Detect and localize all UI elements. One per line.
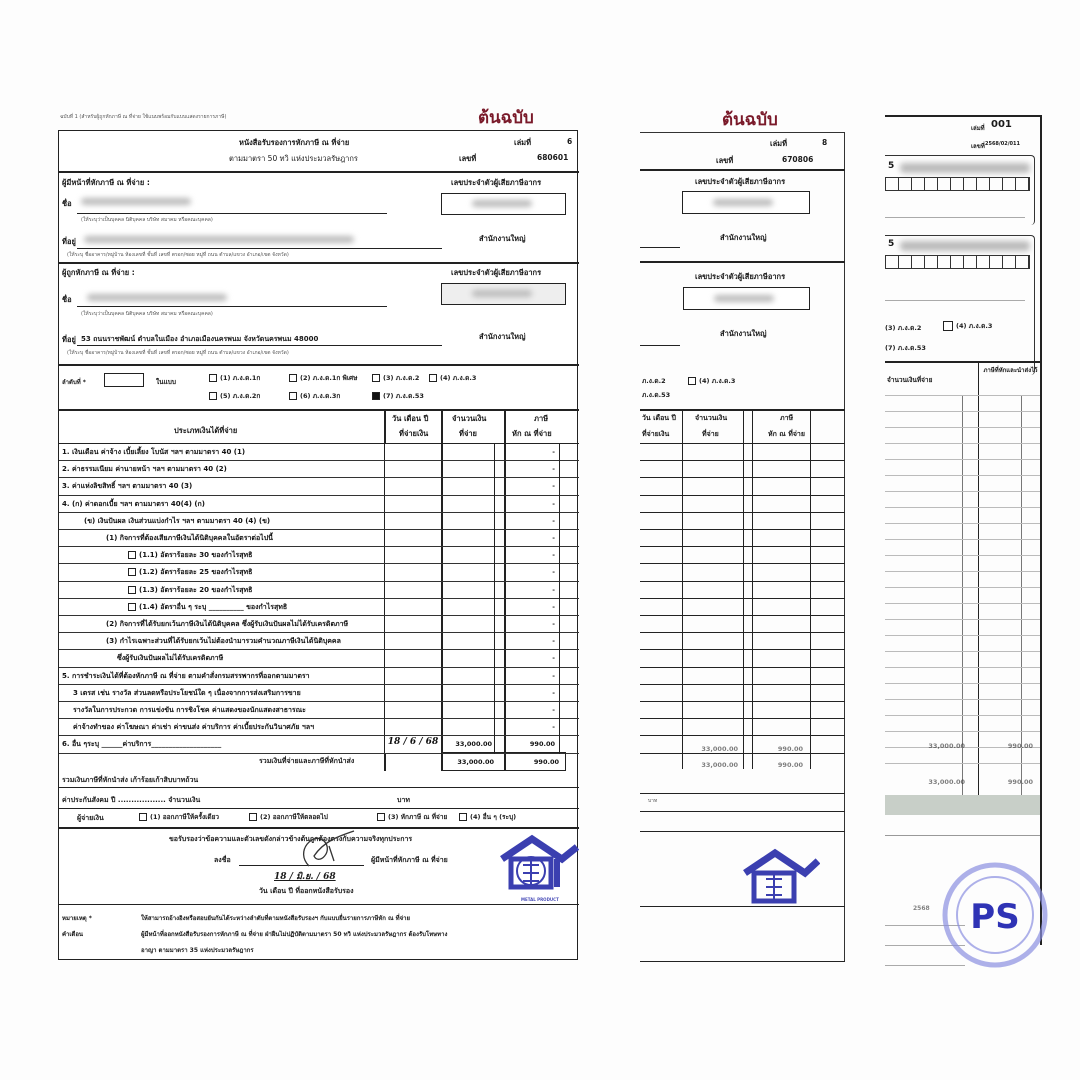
total-amount: 33,000.00 [457, 758, 494, 766]
original-label: ต้นฉบับ [478, 108, 534, 128]
tax-withheld: - [552, 568, 555, 577]
tax-withheld: - [552, 688, 555, 697]
income-type-label: (1.3) อัตราร้อยละ 20 ของกำไรสุทธิ [139, 585, 253, 594]
payer-option[interactable] [139, 812, 219, 822]
table-row [59, 650, 579, 667]
name-hint: (ให้ระบุว่าเป็นบุคคล นิติบุคคล บริษัท สมาคม หรือคณะบุคคล) [81, 311, 213, 317]
doc-label: เลขที่ [971, 143, 985, 150]
amount: 33,000.00 [928, 742, 965, 750]
table-row [59, 633, 579, 650]
payer-option[interactable] [377, 812, 447, 822]
col-header-tax2: หัก ณ ที่จ่าย [768, 430, 805, 438]
form-type-label: (7) ภ.ง.ด.53 [885, 344, 926, 352]
book-label: เล่มที่ [514, 138, 532, 147]
income-type [106, 533, 273, 544]
table-row [59, 685, 579, 702]
ps-round-stamp [940, 860, 1050, 970]
book-number: 6 [567, 137, 573, 146]
tax-withheld: 990.00 [529, 740, 555, 749]
payer-option[interactable] [249, 812, 328, 822]
book-label: เล่มที่ [770, 139, 788, 148]
tax-withheld: - [552, 637, 555, 646]
total-tax: 990.00 [777, 761, 803, 769]
col-header-tax: ภาษี [780, 414, 794, 422]
col-header-amount2: ที่จ่าย [702, 430, 719, 438]
payee-taxid-field [441, 283, 566, 305]
checkbox[interactable] [377, 813, 385, 821]
form-type-option[interactable] [209, 391, 260, 401]
checkbox[interactable] [429, 374, 437, 382]
checkbox[interactable] [128, 551, 136, 559]
total-tax: 990.00 [1007, 778, 1033, 786]
address-hint: (ให้ระบุ ชื่ออาคาร/หมู่บ้าน ห้องเลขที่ ชั้นที่ เลขที่ ตรอก/ซอย หมู่ที่ ถนน ตำบล/แขวง อำเภอ/เขต จังหวัด) [67, 350, 289, 356]
doc-number: 670806 [782, 155, 814, 164]
checkbox[interactable] [459, 813, 467, 821]
payee-address: 53 ถนนราชพัฒน์ ตำบลในเมือง อำเภอเมืองนครพนม จังหวัดนครพนม 48000 [81, 335, 319, 343]
checkbox[interactable] [128, 586, 136, 594]
doc-label: เลขที่ [716, 156, 734, 165]
form-type-option[interactable] [289, 373, 357, 383]
col-header-type: ประเภทเงินได้ที่จ่าย [174, 426, 238, 435]
table-row [59, 513, 579, 530]
payee-heading: ผู้ถูกหักภาษี ณ ที่จ่าย : [62, 268, 135, 277]
table-row [59, 530, 579, 547]
checkbox[interactable] [209, 374, 217, 382]
form-type-option[interactable] [209, 373, 260, 383]
signature [289, 826, 359, 871]
note-text: ให้สามารถอ้างอิงหรือสอบยันกันได้ระหว่างลำดับที่ตามหนังสือรับรองฯ กับแบบยื่นรายการภาษีหัก ณ ที่จ่าย [141, 915, 410, 922]
table-row [59, 564, 579, 581]
checkbox[interactable] [139, 813, 147, 821]
payer-address-label: ที่อยู่ [62, 237, 76, 246]
income-type-label: รางวัลในการประกวด การแข่งขัน การชิงโชค ค่าแสดงของนักแสดงสาธารณะ [73, 706, 306, 714]
form-type-label: (5) ภ.ง.ด.2ก [220, 392, 261, 400]
sign-date: 18 / มิ.ย. / 68 [274, 872, 336, 882]
income-type [73, 705, 306, 716]
payer-label: ผู้จ่ายเงิน [77, 814, 104, 822]
col-header-date2: ที่จ่ายเงิน [642, 430, 670, 438]
year: 2568 [913, 905, 930, 912]
payer-heading: ผู้มีหน้าที่หักภาษี ณ ที่จ่าย : [62, 178, 150, 187]
form-type-option[interactable] [372, 391, 424, 401]
income-type-label: (3) กำไรเฉพาะส่วนที่ได้รับยกเว้นไม่ต้องนำมารวมคำนวณภาษีเงินได้นิติบุคคล [106, 637, 341, 646]
col-header-amount2: ที่จ่าย [459, 429, 477, 438]
col-header-tax: ภาษีที่หักและนำส่งไว้ [983, 367, 1038, 374]
social-security: ค่าประกันสังคม ปี .................. จำนวนเงิน [62, 796, 201, 804]
payer-option-label: (1) ออกภาษีให้ครั้งเดียว [150, 813, 220, 821]
checkbox[interactable] [209, 392, 217, 400]
income-type [62, 671, 310, 682]
tax-withheld: - [552, 516, 555, 525]
tax-withheld: - [552, 620, 555, 628]
tax-withheld: - [552, 482, 555, 491]
table-row [59, 444, 579, 461]
income-type-label: ซึ่งผู้รับเงินปันผลไม่ได้รับเครดิตภาษี [117, 654, 224, 663]
tax-withheld: - [552, 465, 555, 474]
income-type-label: (1.4) อัตราอื่น ๆ ระบุ __________ ของกำไรสุทธิ [139, 602, 288, 611]
doc-number: 2568/02/011 [985, 141, 1020, 147]
income-type [106, 619, 348, 630]
sign-role: ผู้มีหน้าที่หักภาษี ณ ที่จ่าย [371, 856, 448, 864]
income-type [73, 722, 314, 733]
payee-head-office: สำนักงานใหญ่ [479, 332, 526, 341]
payer-head-office: สำนักงานใหญ่ [479, 234, 526, 243]
col-header-tax2: หัก ณ ที่จ่าย [512, 429, 552, 438]
col-header-tax: ภาษี [534, 414, 549, 423]
income-type-label: 2. ค่าธรรมเนียม ค่านายหน้า ฯลฯ ตามมาตรา 40 (2) [62, 465, 227, 474]
stamp-text: METAL PRODUCT [521, 897, 559, 902]
form-type-label: (4) ภ.ง.ด.3 [699, 377, 736, 385]
total-label: รวมเงินที่จ่ายและภาษีที่หักนำส่ง [259, 757, 355, 765]
income-type [73, 688, 301, 699]
table-row [59, 478, 579, 495]
in-form-label: ในแบบ [156, 378, 177, 386]
tax-withheld: - [552, 706, 555, 714]
tax-withheld: - [552, 654, 555, 663]
tax-withheld: - [552, 602, 555, 611]
form-type-label: (3) ภ.ง.ด.2 [383, 374, 420, 382]
tax-withheld: - [552, 551, 555, 560]
tax-withheld: - [552, 448, 555, 456]
payer-taxid-label: เลขประจำตัวผู้เสียภาษีอากร [451, 178, 542, 187]
head-office: สำนักงานใหญ่ [720, 329, 767, 338]
income-type-label: (1) กิจการที่ต้องเสียภาษีเงินได้นิติบุคคลในอัตราต่อไปนี้ [106, 534, 273, 542]
stamp-text: PS [970, 897, 1020, 937]
note-label: หมายเหตุ * [62, 915, 92, 922]
payer-option-label: (3) หักภาษี ณ ที่จ่าย [388, 813, 448, 821]
income-type [62, 447, 245, 458]
form-type-label: ภ.ง.ด.53 [642, 391, 671, 399]
income-type [62, 481, 192, 492]
income-type-label: 3. ค่าแห่งลิขสิทธิ์ ฯลฯ ตามมาตรา 40 (3) [62, 482, 193, 491]
payee-taxid-label: เลขประจำตัวผู้เสียภาษีอากร [451, 268, 542, 277]
income-type-label: 5. การชำระเงินได้ที่ต้องหักภาษี ณ ที่จ่าย ตามคำสั่งกรมสรรพากรที่ออกตามมาตรา [62, 671, 310, 680]
seq-input[interactable] [104, 373, 144, 387]
form-type-label: (7) ภ.ง.ด.53 [383, 392, 424, 400]
payer-option-label: (4) อื่น ๆ (ระบุ) [470, 813, 517, 821]
tax-withheld: - [552, 585, 555, 594]
tax: 990.00 [1007, 742, 1033, 750]
warn-label: คำเตือน [62, 931, 84, 938]
head-office: สำนักงานใหญ่ [720, 233, 767, 242]
col-header-amount: จำนวนเงิน [695, 414, 728, 422]
tax-withheld: - [552, 671, 555, 680]
income-type-label: (ข) เงินปันผล เงินส่วนแบ่งกำไร ฯลฯ ตามมาตรา 40 (4) (ข) [84, 516, 271, 525]
checkbox[interactable] [128, 603, 136, 611]
income-type [62, 739, 221, 750]
income-type-label: 4. (ก) ค่าดอกเบี้ย ฯลฯ ตามมาตรา 40(4) (ก) [62, 499, 205, 508]
tax-withheld: - [552, 534, 555, 542]
form-type-option[interactable] [429, 373, 476, 383]
checkbox[interactable] [249, 813, 257, 821]
table-row [59, 547, 579, 564]
tax-withheld: - [552, 723, 555, 732]
form-type-label: (4) ภ.ง.ด.3 [440, 374, 477, 382]
income-type-label: 1. เงินเดือน ค่าจ้าง เบี้ยเลี้ยง โบนัส ฯลฯ ตามมาตรา 40 (1) [62, 448, 246, 456]
form-type-option[interactable] [289, 391, 340, 401]
income-type [128, 567, 252, 578]
sign-label: ลงชื่อ [214, 856, 231, 864]
col-header-date2: ที่จ่ายเงิน [399, 429, 429, 438]
checkbox[interactable] [372, 392, 380, 400]
doc-label: เลขที่ [459, 154, 477, 163]
withholding-tax-certificate [58, 130, 578, 960]
company-stamp-logo [740, 843, 820, 913]
payee-name-label: ชื่อ [62, 295, 72, 304]
third-certificate-copy [885, 115, 1045, 975]
book-label: เล่มที่ [971, 125, 985, 132]
table-row [59, 496, 579, 513]
payment-date: 18 / 6 / 68 [387, 737, 439, 748]
payer-option-label: (2) ออกภาษีให้ตลอดไป [260, 813, 328, 821]
col-header-amount: จำนวนเงิน [452, 414, 487, 423]
income-type [106, 636, 341, 647]
form-type-label: ภ.ง.ด.2 [642, 377, 666, 385]
col-header-date: วัน เดือน ปี [392, 414, 429, 423]
copy-note: ฉบับที่ 1 (สำหรับผู้ถูกหักภาษี ณ ที่จ่าย ใช้แนบพร้อมกับแบบแสดงรายการภาษี) [60, 114, 227, 120]
second-certificate-copy [640, 132, 845, 962]
taxid-label: เลขประจำตัวผู้เสียภาษีอากร [695, 177, 786, 186]
table-row [59, 461, 579, 478]
baht-label: บาท [648, 798, 658, 804]
form-subtitle: ตามมาตรา 50 ทวิ แห่งประมวลรัษฎากร [229, 154, 358, 163]
book-number: 001 [991, 119, 1012, 130]
total-tax: 990.00 [533, 758, 559, 766]
income-type [62, 499, 205, 510]
warn-text: ผู้มีหน้าที่ออกหนังสือรับรองการหักภาษี ณ ที่จ่าย ฝ่าฝืนไม่ปฏิบัติตามมาตรา 50 ทวิ แห่งประมวลรัษฎากร ต้องรับโทษทาง [141, 931, 448, 938]
taxid-digit: 5 [888, 239, 895, 249]
income-type-label: ค่าจ้างทำของ ค่าโฆษณา ค่าเช่า ค่าขนส่ง ค่าบริการ ค่าเบี้ยประกันวินาศภัย ฯลฯ [73, 723, 315, 732]
name-hint: (ให้ระบุว่าเป็นบุคคล นิติบุคคล บริษัท สมาคม หรือคณะบุคคล) [81, 217, 213, 223]
payer-taxid-field [441, 193, 566, 215]
table-row [59, 736, 579, 753]
checkbox[interactable] [289, 374, 297, 382]
payee-address-label: ที่อยู่ [62, 335, 76, 344]
income-type [117, 653, 223, 664]
income-type-label: 6. อื่น ๆระบุ ______ค่าบริการ____________________ [62, 740, 222, 749]
checkbox[interactable] [372, 374, 380, 382]
form-title: หนังสือรับรองการหักภาษี ณ ที่จ่าย [239, 138, 350, 147]
income-type [62, 464, 227, 475]
taxid-digit: 5 [888, 161, 895, 171]
checkbox[interactable] [289, 392, 297, 400]
second-original-label: ต้นฉบับ [722, 110, 778, 130]
total-amount: 33,000.00 [701, 761, 738, 769]
table-row [59, 668, 579, 685]
col-header-amount: จำนวนเงินที่จ่าย [887, 376, 933, 384]
book-number: 8 [822, 138, 828, 147]
form-type-label: (6) ภ.ง.ด.3ก [300, 392, 341, 400]
form-type-option[interactable] [372, 373, 419, 383]
form-type-label: (2) ภ.ง.ด.1ก พิเศษ [300, 374, 358, 382]
company-stamp-logo [497, 829, 579, 897]
warn-text-2: อาญา ตามมาตรา 35 แห่งประมวลรัษฎากร [141, 947, 254, 954]
table-row [59, 582, 579, 599]
table-row [59, 599, 579, 616]
tax-withheld: - [552, 499, 555, 508]
address-hint: (ให้ระบุ ชื่ออาคาร/หมู่บ้าน ห้องเลขที่ ชั้นที่ เลขที่ ตรอก/ซอย หมู่ที่ ถนน ตำบล/แขวง อำเภอ/เขต จังหวัด) [67, 252, 289, 258]
total-amount: 33,000.00 [928, 778, 965, 786]
income-type-label: 3 เตรส เช่น รางวัล ส่วนลดหรือประโยชน์ใด ๆ เนื่องจากการส่งเสริมการขาย [73, 688, 301, 697]
amount-paid: 33,000.00 [455, 740, 492, 749]
form-type-label: (3) ภ.ง.ด.2 [885, 324, 922, 332]
certify-text: ขอรับรองว่าข้อความและตัวเลขดังกล่าวข้างต้นถูกต้องตรงกับความจริงทุกประการ [169, 835, 413, 843]
tax: 990.00 [777, 745, 803, 753]
income-type-label: (1.1) อัตราร้อยละ 30 ของกำไรสุทธิ [139, 551, 253, 560]
baht-label: บาท [397, 796, 410, 804]
total-in-words: รวมเงินภาษีที่หักนำส่ง เก้าร้อยเก้าสิบบาทถ้วน [62, 776, 199, 784]
form-type-label: (1) ภ.ง.ด.1ก [220, 374, 261, 382]
table-row [59, 719, 579, 736]
income-type-label: (1.2) อัตราร้อยละ 25 ของกำไรสุทธิ [139, 568, 253, 577]
taxid-label: เลขประจำตัวผู้เสียภาษีอากร [695, 272, 786, 281]
doc-number: 680601 [537, 153, 569, 162]
checkbox[interactable] [128, 568, 136, 576]
col-header-date: วัน เดือน ปี [642, 414, 676, 422]
income-type [84, 516, 270, 527]
table-row [59, 616, 579, 633]
form-type-label: (4) ภ.ง.ด.3 [956, 322, 993, 330]
payer-name-label: ชื่อ [62, 199, 72, 208]
income-type [128, 602, 287, 613]
income-type [128, 550, 252, 561]
issue-date-label: วัน เดือน ปี ที่ออกหนังสือรับรอง [259, 887, 354, 895]
table-row [59, 702, 579, 719]
income-type-label: (2) กิจการที่ได้รับยกเว้นภาษีเงินได้นิติบุคคล ซึ่งผู้รับเงินปันผลไม่ได้รับเครดิตภาษี [106, 620, 349, 628]
seq-label: ลำดับที่ * [62, 379, 86, 386]
income-type [128, 585, 252, 596]
amount: 33,000.00 [701, 745, 738, 753]
payer-option[interactable] [459, 812, 516, 822]
